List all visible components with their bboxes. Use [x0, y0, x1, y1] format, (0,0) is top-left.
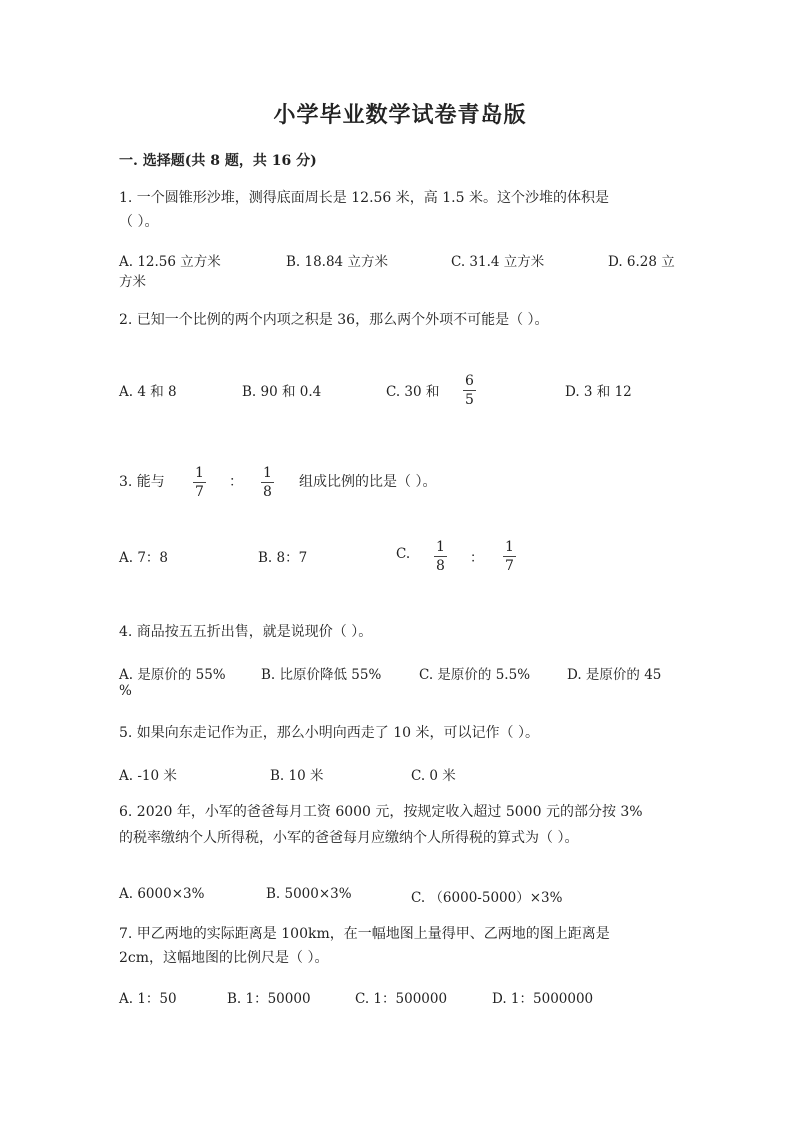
- fraction-numerator: 1: [436, 539, 445, 555]
- question-6-text-cont: 的税率缴纳个人所得税，小军的爸爸每月应缴纳个人所得税的算式为（ ）。: [119, 830, 579, 846]
- question-1-text: 1. 一个圆锥形沙堆，测得底面周长是 12.56 米，高 1.5 米。这个沙堆的体积是: [119, 190, 609, 206]
- question-2-option-b: B. 90 和 0.4: [242, 384, 322, 400]
- question-3-option-c: C.: [396, 546, 411, 562]
- question-1-option-b: B. 18.84 立方米: [286, 254, 388, 270]
- question-7-text: 7. 甲乙两地的实际距离是 100km，在一幅地图上量得甲、乙两地的图上距离是: [119, 926, 610, 942]
- question-3-option-c-fraction-1: [434, 539, 447, 574]
- question-1-option-a: A. 12.56 立方米: [119, 254, 221, 270]
- question-4-option-a: A. 是原价的 55%: [119, 667, 226, 683]
- question-1-option-d: D. 6.28 立: [608, 254, 675, 270]
- question-7-option-d: D. 1：5000000: [492, 991, 594, 1007]
- question-5-option-b: B. 10 米: [270, 768, 324, 784]
- question-6-option-c: C. （6000-5000）×3%: [411, 890, 563, 906]
- question-3-fraction-1: [193, 465, 206, 500]
- question-7-text-cont: 2cm，这幅地图的比例尺是（ ）。: [119, 950, 329, 966]
- fraction-numerator: 6: [465, 373, 474, 389]
- question-2-option-d: D. 3 和 12: [565, 384, 632, 400]
- fraction-bar: [261, 482, 274, 483]
- question-3-option-c-fraction-2: [503, 539, 516, 574]
- question-3-option-a: A. 7：8: [119, 550, 169, 566]
- question-3-colon: ：: [229, 474, 243, 490]
- question-7-option-a: A. 1：50: [119, 991, 177, 1007]
- question-5-option-a: A. -10 米: [119, 768, 177, 784]
- question-1-option-d-wrap: 方米: [119, 274, 146, 290]
- question-4-option-b: B. 比原价降低 55%: [261, 667, 382, 683]
- question-4-option-d-wrap: %: [119, 683, 132, 699]
- question-4-text: 4. 商品按五五折出售，就是说现价（ ）。: [119, 624, 373, 640]
- question-1-text-cont: （ ）。: [119, 214, 159, 230]
- fraction-numerator: 1: [263, 465, 272, 481]
- question-3-option-b: B. 8：7: [258, 550, 308, 566]
- question-3-text-pre: 3. 能与: [119, 474, 165, 490]
- question-3-text-post: 组成比例的比是（ ）。: [299, 474, 437, 490]
- question-4-option-d: D. 是原价的 45: [567, 667, 662, 683]
- question-7-option-b: B. 1：50000: [227, 991, 311, 1007]
- fraction-denominator: 7: [505, 558, 514, 574]
- fraction-denominator: 5: [465, 392, 474, 408]
- question-6-text: 6. 2020 年，小军的爸爸每月工资 6000 元，按规定收入超过 5000 元的部分按 3%: [119, 804, 643, 820]
- question-2-option-c-fraction: [463, 373, 476, 408]
- question-2-text: 2. 已知一个比例的两个内项之积是 36，那么两个外项不可能是（ ）。: [119, 312, 549, 328]
- fraction-bar: [193, 482, 206, 483]
- fraction-denominator: 7: [195, 484, 204, 500]
- question-3-option-c-colon: ：: [470, 550, 484, 566]
- fraction-bar: [503, 556, 516, 557]
- question-7-option-c: C. 1：500000: [355, 991, 448, 1007]
- question-2-option-a: A. 4 和 8: [119, 384, 177, 400]
- question-4-option-c: C. 是原价的 5.5%: [419, 667, 531, 683]
- fraction-bar: [463, 390, 476, 391]
- question-6-option-a: A. 6000×3%: [119, 886, 205, 902]
- fraction-numerator: 1: [505, 539, 514, 555]
- section-heading: 一. 选择题(共 8 题，共 16 分): [119, 153, 317, 169]
- fraction-numerator: 1: [195, 465, 204, 481]
- question-6-option-b: B. 5000×3%: [266, 886, 352, 902]
- question-1-option-c: C. 31.4 立方米: [451, 254, 545, 270]
- question-5-option-c: C. 0 米: [411, 768, 456, 784]
- fraction-denominator: 8: [436, 558, 445, 574]
- question-2-option-c: C. 30 和: [386, 384, 440, 400]
- page-title: 小学毕业数学试卷青岛版: [273, 102, 527, 128]
- question-3-fraction-2: [261, 465, 274, 500]
- fraction-denominator: 8: [263, 484, 272, 500]
- fraction-bar: [434, 556, 447, 557]
- question-5-text: 5. 如果向东走记作为正，那么小明向西走了 10 米，可以记作（ ）。: [119, 725, 539, 741]
